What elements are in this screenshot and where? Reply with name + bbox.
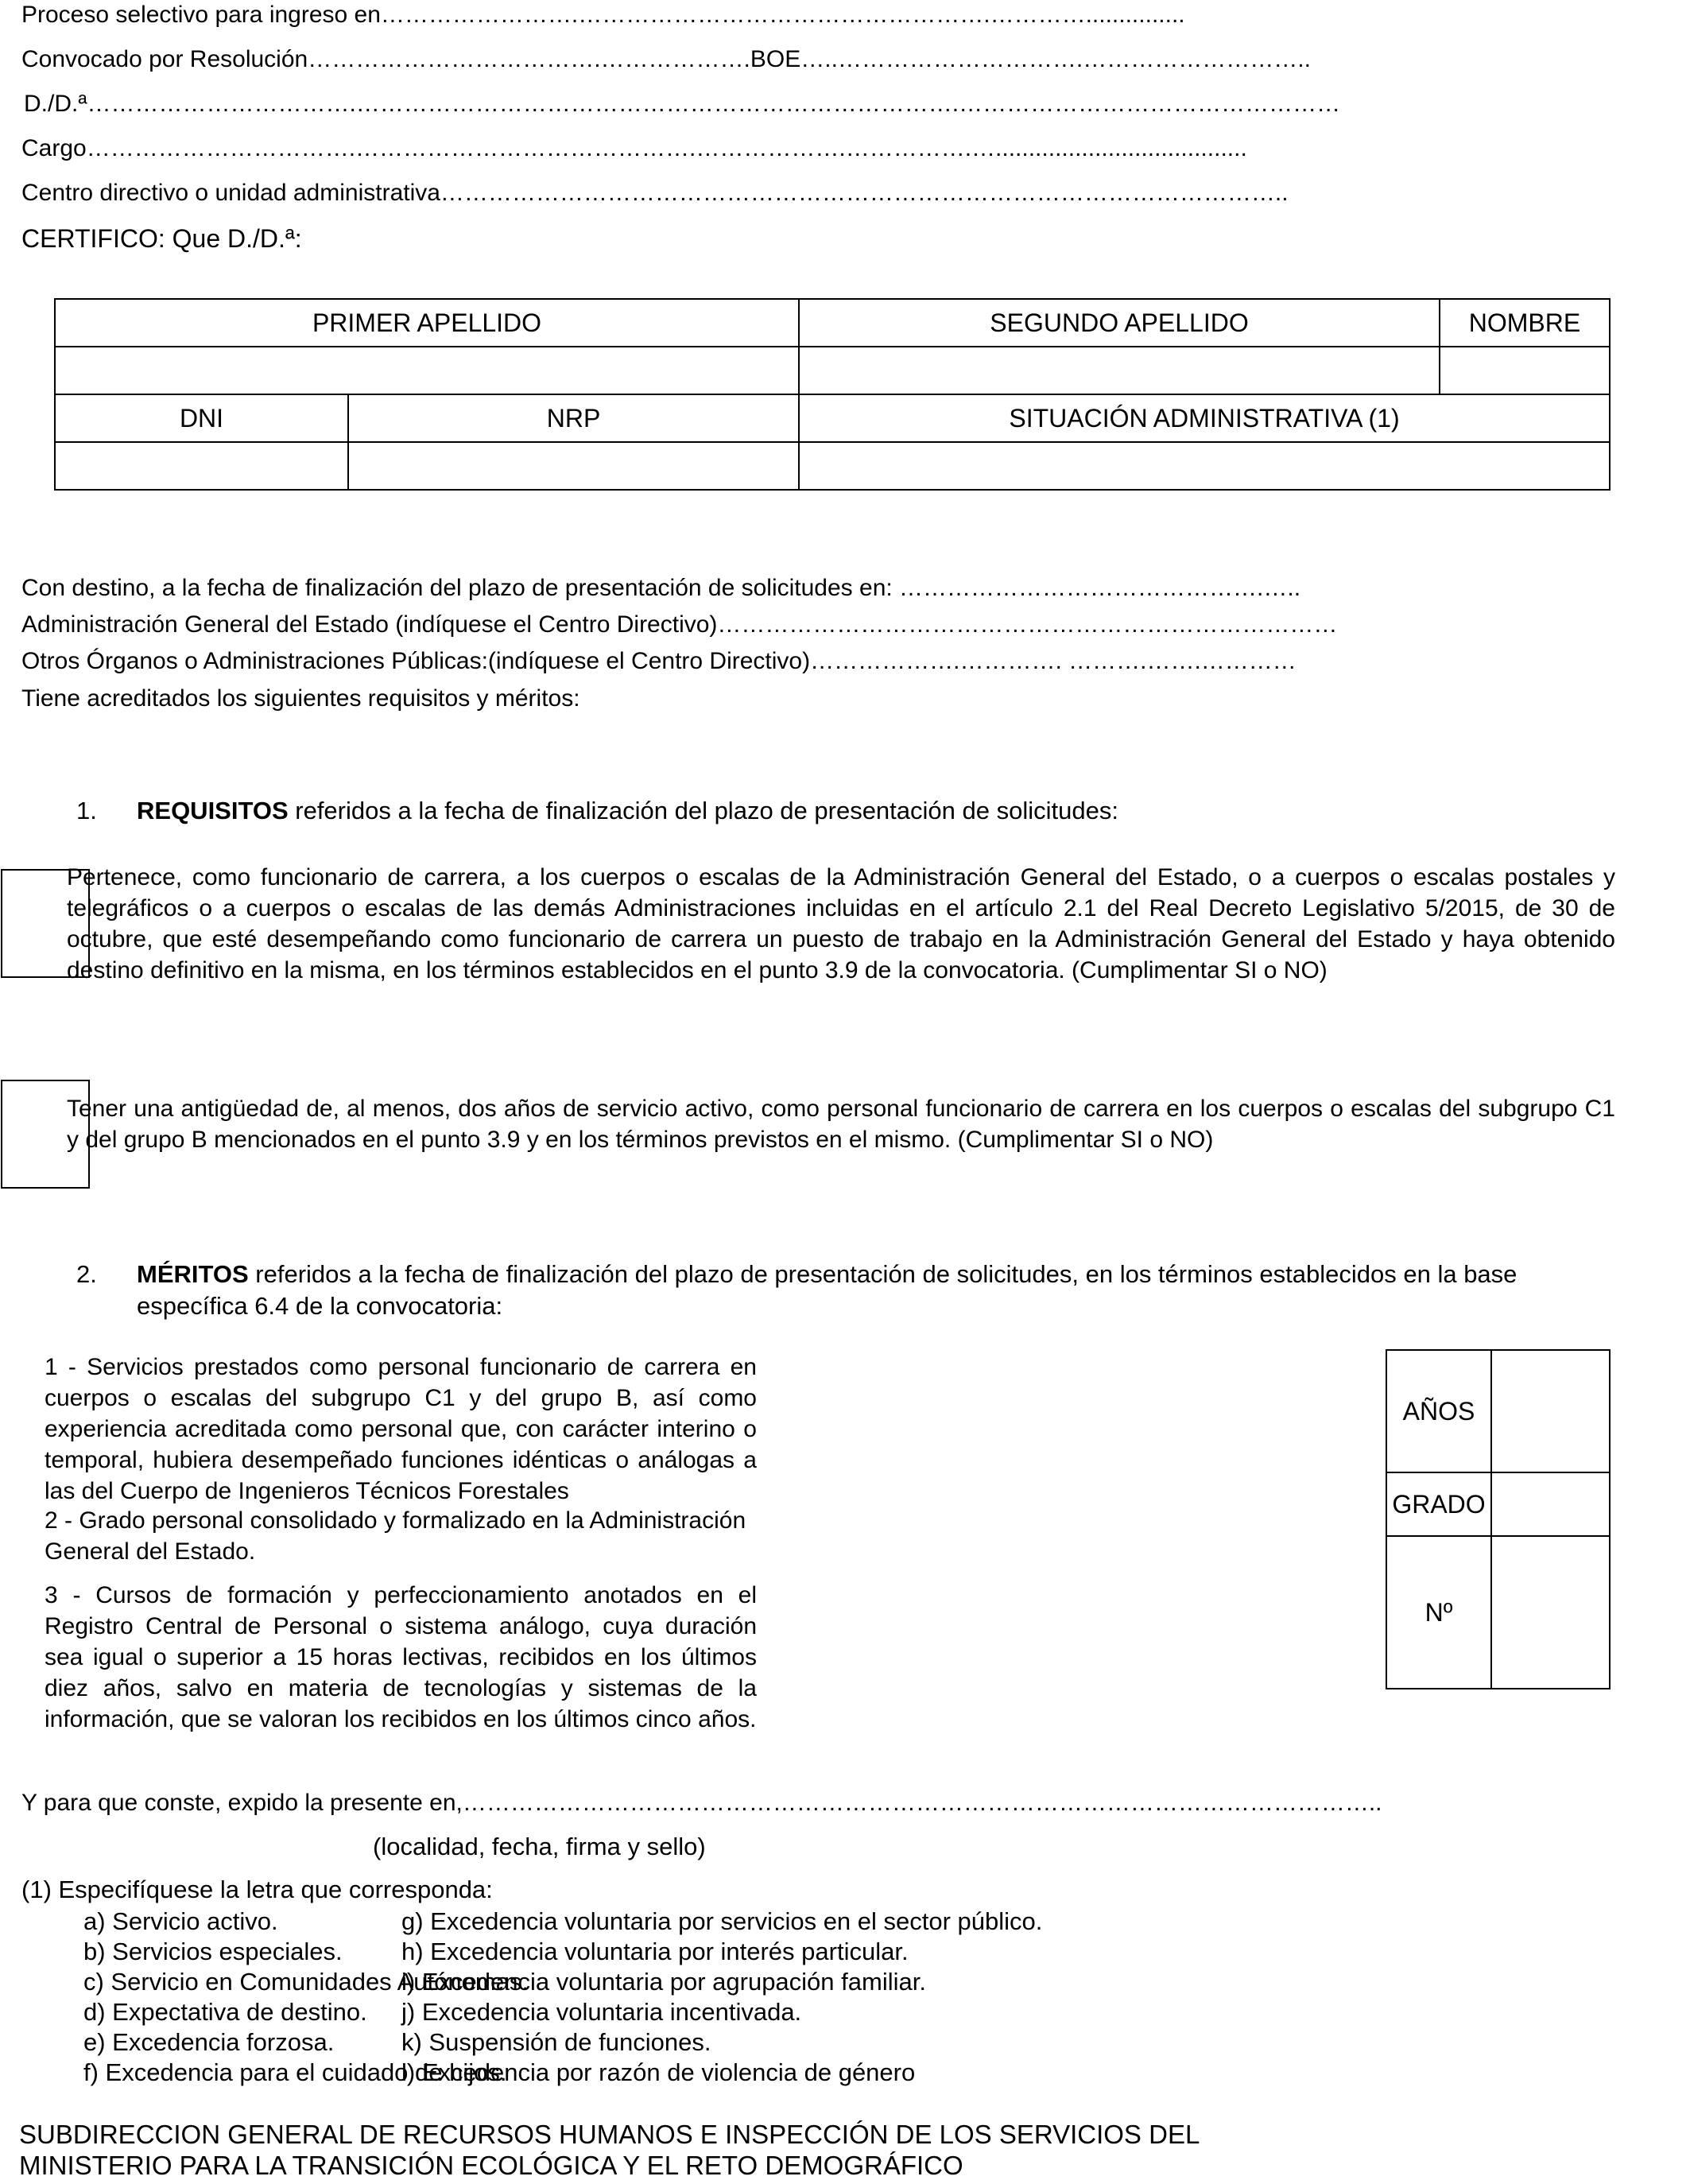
legend-item-k: k) Suspensión de funciones. (401, 2028, 711, 2056)
requisitos-heading-rest: referidos a la fecha de finalización del plazo de presentación de solicitudes: (288, 797, 1118, 824)
table-row-anos (1386, 1350, 1610, 1472)
label-anos: AÑOS (1386, 1350, 1491, 1472)
legend-item-l: l) Excedencia por razón de violencia de género (401, 2058, 916, 2086)
input-nombre[interactable] (1440, 347, 1610, 394)
header-primer-apellido: PRIMER APELLIDO (55, 299, 799, 347)
label-grado: GRADO (1386, 1472, 1491, 1536)
field-nombre-certificante: D./D.ª…………………………….………………………………………………………………….………………………………………… (24, 91, 1341, 117)
table-row-names-input (55, 347, 1610, 394)
header-segundo-apellido: SEGUNDO APELLIDO (799, 299, 1440, 347)
caption-localidad: (localidad, fecha, firma y sello) (373, 1833, 706, 1860)
field-convocado-resolucion: Convocado por Resolución……………………………….……………….BOE…..………………………….……………………….. (21, 46, 1311, 72)
legend-item-g: g) Excedencia voluntaria por servicios en el sector público. (401, 1907, 1043, 1935)
field-proceso-selectivo: Proceso selectivo para ingreso en…………………….…………………………………………….…………............... (21, 2, 1185, 28)
field-cargo: Cargo…………………………….…………………………………….……………….…………….…...................................... (21, 135, 1247, 161)
field-otros-organos: Otros Órganos o Administraciones Públicas:(indíquese el Centro Directivo)……………….…………. ……….…….………… (21, 648, 1297, 674)
meritos-heading-text (137, 1259, 1583, 1322)
input-segundo-apellido[interactable] (799, 347, 1440, 394)
table-row-grado (1386, 1472, 1610, 1536)
meritos-heading-rest: referidos a la fecha de finalización del plazo de presentación de solicitudes, en los términos establecidos en la base específica 6.4 de la convocatoria: (137, 1260, 1518, 1320)
merito-3-text: 3 - Cursos de formación y perfeccionamiento anotados en el Registro Central de Personal o sistema análogo, cuya duración sea igual o superior a 15 horas lectivas, recibidos en los últimos diez años, salvo en materia de tecnologías y sistemas de la información, que se valoran los recibidos en los últimos cinco años. (45, 1582, 757, 1732)
legend-item-f: f) Excedencia para el cuidado de hijos. (83, 2058, 507, 2086)
input-anos[interactable] (1491, 1350, 1610, 1472)
merito-2-text: 2 - Grado personal consolidado y formalizado en la Administración General del Estado. (45, 1507, 746, 1565)
table-row-numero (1386, 1536, 1610, 1689)
requisito-1-text: Pertenece, como funcionario de carrera, a los cuerpos o escalas de la Administración General del Estado, o a cuerpos o escalas postales y telegráficos o a cuerpos o escalas de las demás Administraciones incluidas en el artículo 2.1 del Real Decreto Legislativo 5/2015, de 30 de octubre, que esté desempeñando como funcionario de carrera un puesto de trabajo en la Administración General del Estado y haya obtenido destino definitivo en la misma, en los términos establecidos en el punto 3.9 de la convocatoria. (Cumplimentar SI o NO) (67, 864, 1615, 983)
field-para-que-conste: Y para que conste, expido la presente en,…………………………………………………………………………………………………….. (21, 1790, 1382, 1816)
header-dni: DNI (55, 394, 348, 442)
input-grado[interactable] (1491, 1472, 1610, 1536)
legend-item-c: c) Servicio en Comunidades Autónomas. (83, 1968, 529, 1996)
legend-title: (1) Especifíquese la letra que corresponda: (21, 1876, 493, 1903)
legend-item-b: b) Servicios especiales. (83, 1938, 343, 1965)
field-centro-directivo: Centro directivo o unidad administrativa…………………………………………………………………………………………….. (21, 180, 1289, 206)
legend-item-i: i) Excedencia voluntaria por agrupación familiar. (401, 1968, 926, 1996)
footer-line-2: MINISTERIO PARA LA TRANSICIÓN ECOLÓGICA Y EL RETO DEMOGRÁFICO (19, 2151, 963, 2180)
meritos-bold-label: MÉRITOS (137, 1260, 249, 1288)
list-number-2: 2. (76, 1260, 97, 1288)
legend-item-h: h) Excedencia voluntaria por interés particular. (401, 1938, 909, 1965)
identity-table (54, 298, 1611, 491)
legend-item-e: e) Excedencia forzosa. (83, 2028, 335, 2056)
table-row-ids-input (55, 442, 1610, 490)
input-primer-apellido[interactable] (55, 347, 799, 394)
legend-item-d: d) Expectativa de destino. (83, 1998, 367, 2026)
document-footer (19, 2119, 1200, 2181)
input-nrp[interactable] (348, 442, 799, 490)
legend-column-right (401, 1907, 1042, 2088)
input-dni[interactable] (55, 442, 348, 490)
table-row-header-names (55, 299, 1610, 347)
merito-1-text: 1 - Servicios prestados como personal funcionario de carrera en cuerpos o escalas del subgrupo C1 y del grupo B, así como experiencia acreditada como personal que, con carácter interino o temporal, hubiera desempeñado funciones idénticas o análogas a las del Cuerpo de Ingenieros Técnicos Forestales (45, 1354, 757, 1504)
requisitos-bold-label: REQUISITOS (137, 797, 289, 824)
legend-item-j: j) Excedencia voluntaria incentivada. (401, 1998, 802, 2026)
input-numero[interactable] (1491, 1536, 1610, 1689)
legend-item-a: a) Servicio activo. (83, 1907, 278, 1935)
list-number-1: 1. (76, 797, 97, 824)
input-situacion-administrativa[interactable] (799, 442, 1610, 490)
footer-line-1: SUBDIRECCION GENERAL DE RECURSOS HUMANOS E INSPECCIÓN DE LOS SERVICIOS DEL (19, 2120, 1200, 2149)
header-nombre: NOMBRE (1440, 299, 1610, 347)
section-meritos-heading (76, 1259, 1583, 1322)
field-con-destino: Con destino, a la fecha de finalización del plazo de presentación de solicitudes en: ……………………………………….….. (21, 575, 1301, 601)
label-certifico: CERTIFICO: Que D./D.ª: (21, 224, 302, 253)
label-numero: Nº (1386, 1536, 1491, 1689)
requisito-2-text: Tener una antigüedad de, al menos, dos años de servicio activo, como personal funcionario de carrera en los cuerpos o escalas del subgrupo C1 y del grupo B mencionados en el punto 3.9 y en los términos previstos en el mismo. (Cumplimentar SI o NO) (67, 1096, 1615, 1153)
merits-score-table (1386, 1349, 1611, 1689)
header-nrp: NRP (348, 394, 799, 442)
section-requisitos-heading (76, 797, 1587, 825)
label-tiene-acreditados: Tiene acreditados los siguientes requisitos y méritos: (21, 685, 580, 712)
header-situacion-administrativa: SITUACIÓN ADMINISTRATIVA (1) (799, 394, 1610, 442)
requisitos-heading-text (137, 797, 1587, 825)
field-administracion-age: Administración General del Estado (indíquese el Centro Directivo)…………………………………………………………………… (21, 611, 1338, 638)
table-row-header-ids (55, 394, 1610, 442)
